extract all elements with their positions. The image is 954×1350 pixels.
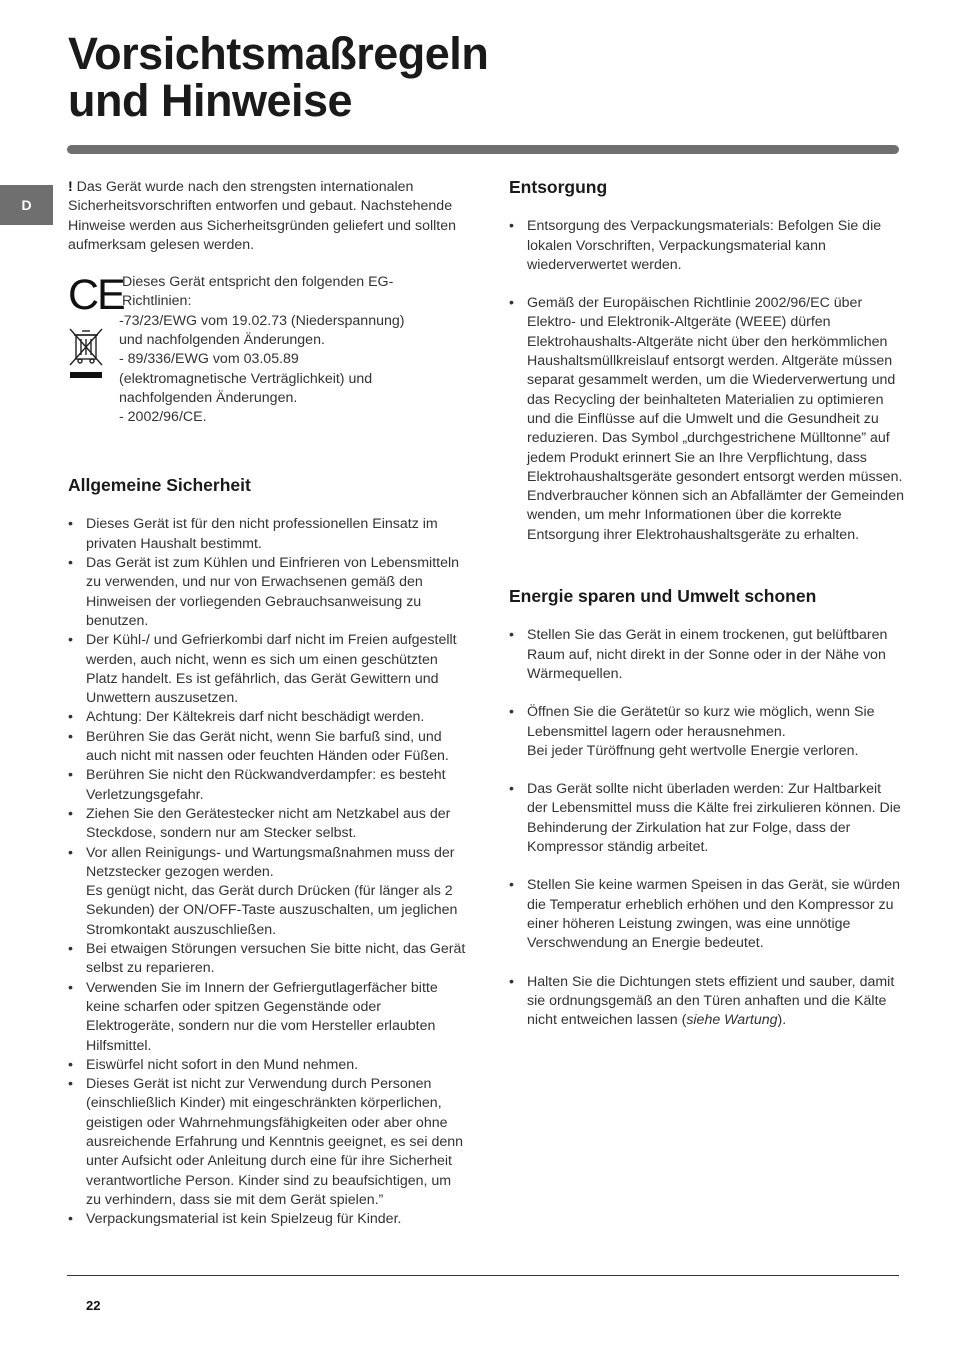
conformity-icons <box>68 271 124 385</box>
energy-heading: Energie sparen und Umwelt schonen <box>509 586 817 607</box>
ce-mark-icon: CE <box>68 271 124 320</box>
list-item-extra: Endverbraucher können sich an Abfallämter der Gemeinden wenden, um mehr Informationen über die korrekte Entsorgung ihrer Elektrohaushaltsgeräte zu erhalten. <box>527 488 904 543</box>
directive-line: Richtlinien: <box>122 293 192 310</box>
list-item: • Achtung: Der Kältekreis darf nicht beschädigt werden. <box>68 708 468 727</box>
directives-text <box>119 273 462 427</box>
page-title <box>68 30 488 124</box>
intro-text: Das Gerät wurde nach den strengsten internationalen Sicherheitsvorschriften entworfen und gebaut. Nachstehende Hinweise werden aus Sicherheitsgründen geliefert und sollten aufmerksam gelesen werden. <box>68 179 457 253</box>
right-column <box>509 178 904 1049</box>
list-item: • Verwenden Sie im Innern der Gefriergutlagerfächer bitte keine scharfen oder spitzen Gegenstände oder Elektrogeräte, sondern nur die vom Hersteller erlaubten Hilfsmittel. <box>68 979 468 1056</box>
disposal-heading: Entsorgung <box>509 177 608 197</box>
list-item: • Berühren Sie das Gerät nicht, wenn Sie barfuß sind, und auch nicht mit nassen oder feuchten Händen oder Füßen. <box>68 728 468 767</box>
list-item: • Das Gerät ist zum Kühlen und Einfrieren von Lebensmitteln zu verwenden, und nur von Erwachsenen gemäß den Hinweisen der vorliegenden Gebrauchsanweisung zu benutzen. <box>68 554 468 631</box>
cross-reference: siehe Wartung <box>686 1012 778 1029</box>
directive-line: nachfolgenden Änderungen. <box>119 389 298 406</box>
list-item: • Ziehen Sie den Gerätestecker nicht am Netzkabel aus der Steckdose, sondern nur am Stecker selbst. <box>68 805 468 844</box>
language-tab: D <box>0 185 53 225</box>
list-item-text: • Vor allen Reinigungs- und Wartungsmaßnahmen muss der Netzstecker gezogen werden. <box>86 844 455 880</box>
list-item <box>509 703 904 761</box>
page-title-line-1: Vorsichtsmaßregeln <box>68 28 489 79</box>
footer-rule <box>67 1275 899 1276</box>
directive-line: - 2002/96/CE. <box>119 409 207 426</box>
safety-heading: Allgemeine Sicherheit <box>68 475 251 496</box>
list-item: • Verpackungsmaterial ist kein Spielzeug für Kinder. <box>68 1210 468 1229</box>
list-item-text: • Gemäß der Europäischen Richtlinie 2002/96/EC über Elektro- und Elektronik-Altgeräte (WEEE) dürfen Elektrohaushalts-Altgeräte nicht über den herkömmlichen Haushaltsmüllkreislauf entsorgt werden. Altgeräte müssen separat gesammelt werden, um die Wiederverwertung und das Recycling der beinhalteten Materialien zu optimieren und die Einflüsse auf die Umwelt und die Gesundheit zu reduzieren. Das Symbol „durchgestrichene Mülltonne” auf jedem Produkt erinnert Sie an Ihre Verpflichtung, dass Elektrohaushaltsgeräte gesondert entsorgt werden müssen. <box>527 295 903 485</box>
list-item <box>509 294 904 545</box>
disposal-list <box>509 217 904 545</box>
left-column <box>68 178 468 1229</box>
warning-mark: ! <box>68 179 73 195</box>
page-number: 22 <box>86 1298 101 1313</box>
list-item: • Stellen Sie das Gerät in einem trockenen, gut belüftbaren Raum auf, nicht direkt in der Sonne oder in der Nähe von Wärmequellen. <box>509 626 904 684</box>
list-item: • Eiswürfel nicht sofort in den Mund nehmen. <box>68 1056 468 1075</box>
title-rule <box>67 145 899 154</box>
directive-line: Dieses Gerät entspricht den folgenden EG- <box>122 274 394 291</box>
list-item-end: ). <box>777 1012 787 1029</box>
intro-paragraph <box>68 178 468 255</box>
directive-line: - 89/336/EWG vom 03.05.89 <box>119 351 299 368</box>
list-item <box>509 973 904 1031</box>
list-item: • Der Kühl-/ und Gefrierkombi darf nicht im Freien aufgestellt werden, auch nicht, wenn es sich um einen geschützten Platz handelt. Es ist gefährlich, das Gerät Gewittern und Unwettern auszusetzen. <box>68 631 468 708</box>
page-title-line-2: und Hinweise <box>68 75 353 126</box>
list-item: • Berühren Sie nicht den Rückwandverdampfer: es besteht Verletzungsgefahr. <box>68 766 468 805</box>
directive-line: (elektromagnetische Verträglichkeit) und <box>119 370 373 387</box>
directive-line: -73/23/EWG vom 19.02.73 (Niederspannung) <box>119 312 405 329</box>
list-item-text: Halten Sie die Dichtungen stets effizient und sauber, damit sie ordnungsgemäß an den Türen anhaften und die Kälte nicht entweichen lassen ( <box>527 973 895 1029</box>
list-item: • Stellen Sie keine warmen Speisen in das Gerät, sie würden die Temperatur erheblich erhöhen und den Kompressor zu einer höheren Leistung zwingen, was eine unnötige Verschwendung an Energie bedeutet. <box>509 876 904 953</box>
list-item-extra: Es genügt nicht, das Gerät durch Drücken (für länger als 2 Sekunden) der ON/OFF-Taste auszuschalten, um jeglichen Stromkontakt auszuschließen. <box>86 883 458 938</box>
list-item: • Entsorgung des Verpackungsmaterials: Befolgen Sie die lokalen Vorschriften, Verpackungsmaterial kann wiederverwertet werden. <box>509 217 904 275</box>
list-item: • Dieses Gerät ist nicht zur Verwendung durch Personen (einschließlich Kinder) mit eingeschränkten körperlichen, geistigen oder Wahrnehmungsfähigkeiten oder aber ohne ausreichende Erfahrung und Kenntnis geeignet, es sei denn unter Aufsicht oder Anleitung durch eine für ihre Sicherheit verantwortliche Person. Kinder sind zu beaufsichtigen, um zu verhindern, dass sie mit dem Gerät spielen.” <box>68 1075 468 1210</box>
directive-line: und nachfolgenden Änderungen. <box>119 332 325 349</box>
energy-list <box>509 626 904 1030</box>
list-item-text: • Öffnen Sie die Gerätetür so kurz wie möglich, wenn Sie Lebensmittel lagern oder herausnehmen. <box>527 704 875 740</box>
list-item: • Das Gerät sollte nicht überladen werden: Zur Haltbarkeit der Lebensmittel muss die Kälte frei zirkulieren können. Die Behinderung der Zirkulation hat zur Folge, dass der Kompressor ständig arbeitet. <box>509 780 904 857</box>
crossed-out-bin-icon <box>68 327 118 385</box>
conformity-block <box>68 273 468 438</box>
safety-list <box>68 515 468 1229</box>
list-item: • Bei etwaigen Störungen versuchen Sie bitte nicht, das Gerät selbst zu reparieren. <box>68 940 468 979</box>
list-item <box>68 844 468 940</box>
list-item-extra: Bei jeder Türöffnung geht wertvolle Energie verloren. <box>527 742 859 759</box>
list-item: • Dieses Gerät ist für den nicht professionellen Einsatz im privaten Haushalt bestimmt. <box>68 515 468 554</box>
